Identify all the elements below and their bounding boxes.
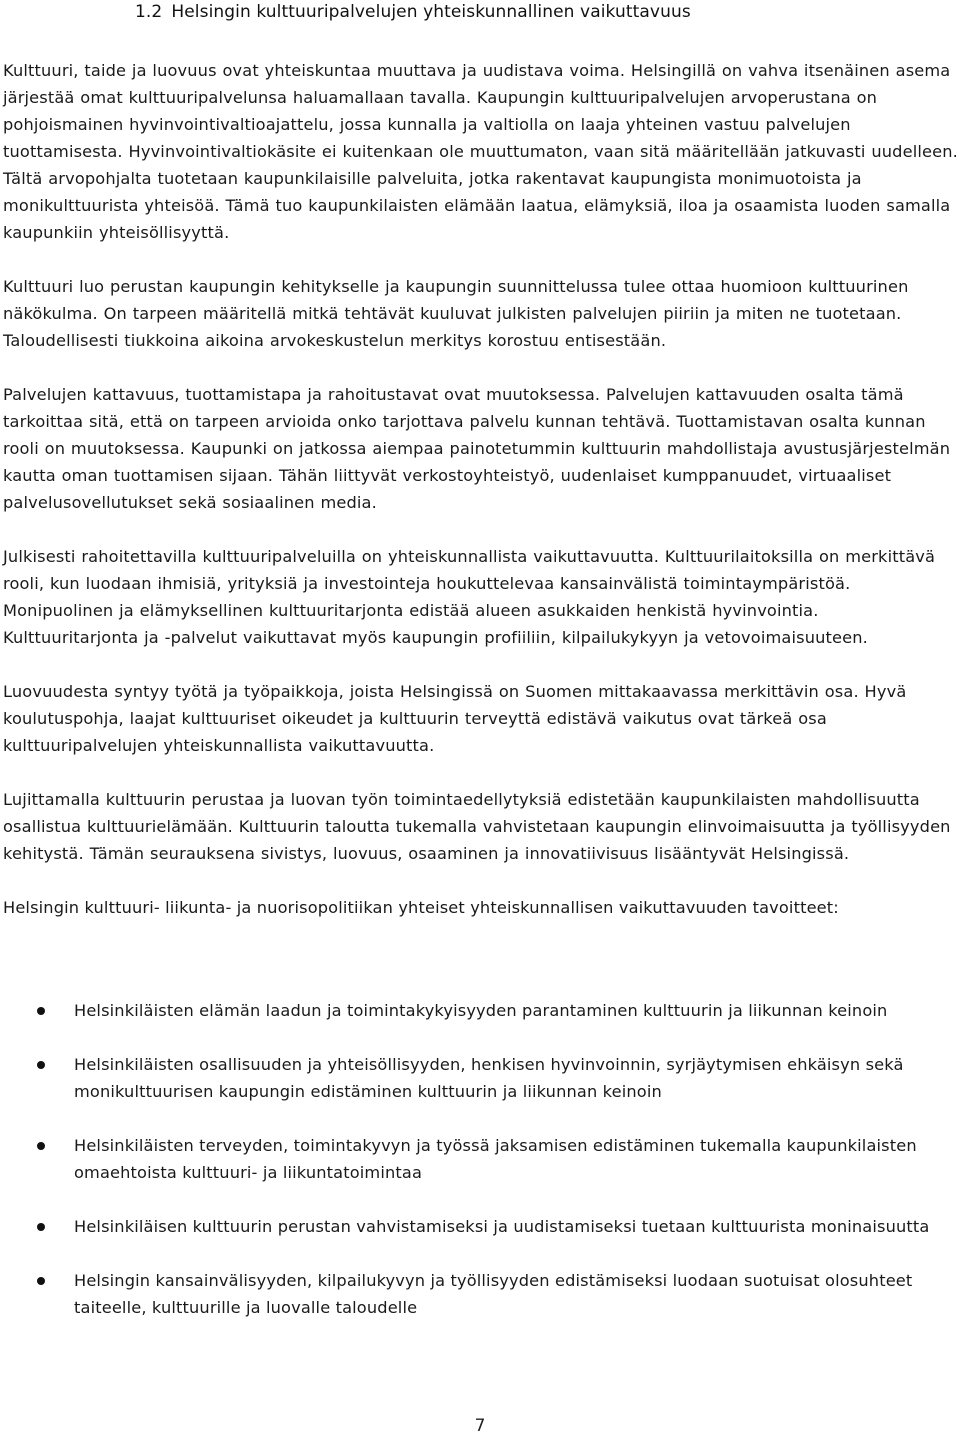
paragraph: Lujittamalla kulttuurin perustaa ja luovan työn toimintaedellytyksiä edistetään kaupunkilaisten mahdollisuutta osallistua kulttuurielämään. Kulttuurin taloutta tukemalla vahvistetaan kaupungin elinvoimaisuutta ja työllisyyden kehitystä. Tämän seurauksena sivistys, luovuus, osaaminen ja innovatiivisuus lisääntyvät Helsingissä. — [3, 790, 951, 863]
goal-item — [0, 1051, 960, 1105]
goal-text: Helsinkiläisen kulttuurin perustan vahvistamiseksi ja uudistamiseksi tuetaan kulttuurista moninaisuutta — [74, 1217, 930, 1236]
section-title: Helsingin kulttuuripalvelujen yhteiskunnallinen vaikuttavuus — [171, 2, 691, 22]
goal-item — [0, 1132, 960, 1186]
paragraph: Palvelujen kattavuus, tuottamistapa ja rahoitustavat ovat muutoksessa. Palvelujen kattavuuden osalta tämä tarkoittaa sitä, että on tarpeen arvioida onko tarjottava palvelu kunnan tehtävä. Tuottamistavan osalta kunnan rooli on muutoksessa. Kaupunki on jatkossa aiempaa painotetummin kulttuurin mahdollistaja avustusjärjestelmän kautta oman tuottamisen sijaan. Tähän liittyvät verkostoyhteistyö, uudenlaiset kumppanuudet, virtuaaliset palvelusovellutukset sekä sosiaalinen media. — [3, 385, 951, 512]
goal-text: Helsinkiläisten terveyden, toimintakyvyn ja työssä jaksamisen edistäminen tukemalla kaupunkilaisten omaehtoista kulttuuri- ja liikuntatoimintaa — [74, 1136, 917, 1182]
bullet-icon — [37, 1142, 45, 1150]
goal-text: Helsinkiläisten osallisuuden ja yhteisöllisyyden, henkisen hyvinvoinnin, syrjäytymisen ehkäisyn sekä monikulttuurisen kaupungin edistäminen kulttuurin ja liikunnan keinoin — [74, 1055, 904, 1101]
bullet-icon — [37, 1223, 45, 1231]
section-heading — [135, 1, 691, 23]
goals-intro: Helsingin kulttuuri- liikunta- ja nuorisopolitiikan yhteiset yhteiskunnallisen vaikuttavuuden tavoitteet: — [3, 898, 839, 917]
section-number: 1.2 — [135, 2, 163, 22]
goal-item — [0, 1267, 960, 1321]
bullet-icon — [37, 1277, 45, 1285]
bullet-icon — [37, 1061, 45, 1069]
goals-list — [0, 997, 960, 1348]
paragraph: Luovuudesta syntyy työtä ja työpaikkoja, joista Helsingissä on Suomen mittakaavassa merkittävin osa. Hyvä koulutuspohja, laajat kulttuuriset oikeudet ja kulttuurin terveyttä edistävä vaikutus ovat tärkeä osa kulttuuripalvelujen yhteiskunnallista vaikuttavuutta. — [3, 682, 907, 755]
body-text — [3, 57, 958, 921]
goal-text: Helsinkiläisten elämän laadun ja toimintakykyisyyden parantaminen kulttuurin ja liikunnan keinoin — [74, 1001, 888, 1020]
page-number: 7 — [474, 1416, 486, 1436]
paragraph: Julkisesti rahoitettavilla kulttuuripalveluilla on yhteiskunnallista vaikuttavuutta. Kulttuurilaitoksilla on merkittävä rooli, kun luodaan ihmisiä, yrityksiä ja investointeja houkuttelevaa kansainvälistä toimintaympäristöä. Monipuolinen ja elämyksellinen kulttuuritarjonta edistää alueen asukkaiden henkistä hyvinvointia. Kulttuuritarjonta ja -palvelut vaikuttavat myös kaupungin profiiliin, kilpailukykyyn ja vetovoimaisuuteen. — [3, 547, 936, 647]
goal-item — [0, 1213, 960, 1240]
paragraph: Kulttuuri, taide ja luovuus ovat yhteiskuntaa muuttava ja uudistava voima. Helsingillä on vahva itsenäinen asema järjestää omat kulttuuripalvelunsa haluamallaan tavalla. Kaupungin kulttuuripalvelujen arvoperustana on pohjoismainen hyvinvointivaltioajattelu, jossa kunnalla ja valtiolla on laaja yhteinen vastuu palvelujen tuottamisesta. Hyvinvointivaltiokäsite ei kuitenkaan ole muuttumaton, vaan sitä määritellään jatkuvasti uudelleen. Tältä arvopohjalta tuotetaan kaupunkilaisille palveluita, jotka rakentavat kaupungista monimuotoista ja monikulttuurista yhteisöä. Tämä tuo kaupunkilaisten elämään laatua, elämyksiä, iloa ja osaamista luoden samalla kaupunkiin yhteisöllisyyttä. — [3, 61, 958, 242]
paragraph: Kulttuuri luo perustan kaupungin kehitykselle ja kaupungin suunnittelussa tulee ottaa huomioon kulttuurinen näkökulma. On tarpeen määritellä mitkä tehtävät kuuluvat julkisten palvelujen piiriin ja miten ne tuotetaan. Taloudellisesti tiukkoina aikoina arvokeskustelun merkitys korostuu entisestään. — [3, 277, 909, 350]
goal-item — [0, 997, 960, 1024]
bullet-icon — [37, 1007, 45, 1015]
goal-text: Helsingin kansainvälisyyden, kilpailukyvyn ja työllisyyden edistämiseksi luodaan suotuisat olosuhteet taiteelle, kulttuurille ja luovalle taloudelle — [74, 1271, 913, 1317]
